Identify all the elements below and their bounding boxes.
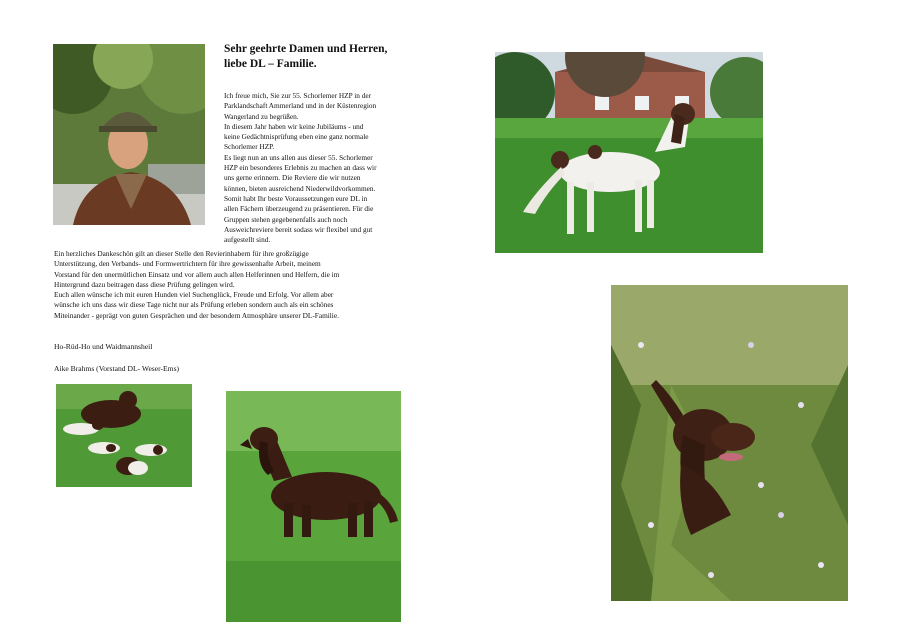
text-line: Schorlemer HZP. xyxy=(224,142,275,152)
text-line: Hintergrund dazu beitragen dass diese Prüfung gelingen wird. xyxy=(54,279,235,289)
text-line: Ich freue mich, Sie zur 55. Schorlemer HZP in der xyxy=(224,91,372,100)
letter-heading xyxy=(224,42,454,72)
text-line: Ein herzliches Dankeschön gilt an dieser Stelle den Revierinhabern für ihre großzügige xyxy=(54,249,309,258)
puppies-photo xyxy=(56,384,192,487)
portrait-photo xyxy=(53,44,205,225)
text-line: Vorstand für den unermütlichen Einsatz und vor allem auch allen Helferinnen und Helfern, die im xyxy=(54,269,340,279)
text-line: wünsche ich uns dass wir diese Tage nicht nur als Prüfung erleben sondern auch als ein schönes xyxy=(54,300,334,310)
text-line: In diesem Jahr haben wir keine Jubiläums - und xyxy=(224,121,364,131)
text-line: allen Fächern überzeugend zu präsentieren. Für die xyxy=(224,204,374,214)
greeting: Ho-Rüd-Ho und Waidmannsheil xyxy=(54,342,153,351)
text-line: Ausweichreviere bereit sodass wir flexibel und gut xyxy=(224,224,373,234)
text-line: Unterstützung, den Verbands- und Formwertrichtern für ihre gewissenhafte Arbeit, meinem xyxy=(54,259,321,269)
text-line: aufgestellt sind. xyxy=(224,235,271,245)
text-line: Wangerland zu begrüßen. xyxy=(224,111,299,121)
text-line: uns gerne erinnern. Die Reviere die wir nutzen xyxy=(224,173,361,183)
signature: Aike Brahms (Vorstand DL- Weser-Ems) xyxy=(54,364,180,373)
text-line: Euch allen wünsche ich mit euren Hunden viel Suchenglück, Freude und Erfolg. Vor allem aber xyxy=(54,290,334,300)
heading-line-1: Sehr geehrte Damen und Herren, xyxy=(224,43,388,55)
text-line: Somit habt Ihr beste Voraussetzungen eure DL in xyxy=(224,193,368,203)
text-line: keine Gedächtnisprüfung eben eine ganz normale xyxy=(224,132,369,142)
heading-line-2: liebe DL – Familie. xyxy=(224,58,317,70)
dog-in-meadow-photo xyxy=(611,285,848,601)
text-line: HZP ein besonderes Erlebnis zu machen an dass wir xyxy=(224,163,377,173)
text-line: Miteinander - geprägt von guten Gesprächen und der besondern Atmosphäre unserer DL-Familie. xyxy=(54,310,339,320)
letter-intro-paragraph xyxy=(224,91,420,245)
text-line: Gruppen stehen gegebenenfalls auch noch xyxy=(224,214,348,224)
spaniel-garden-photo xyxy=(495,52,763,253)
text-line: können, bieten ausreichend Niederwildvorkommen. xyxy=(224,183,376,193)
letter-thanks-paragraph xyxy=(54,249,426,321)
text-line: Es liegt nun an uns allen aus dieser 55. Schorlemer xyxy=(224,152,373,162)
text-line: Parklandschaft Ammerland und in der Küstenregion xyxy=(224,101,377,111)
brown-dog-photo xyxy=(226,391,401,622)
